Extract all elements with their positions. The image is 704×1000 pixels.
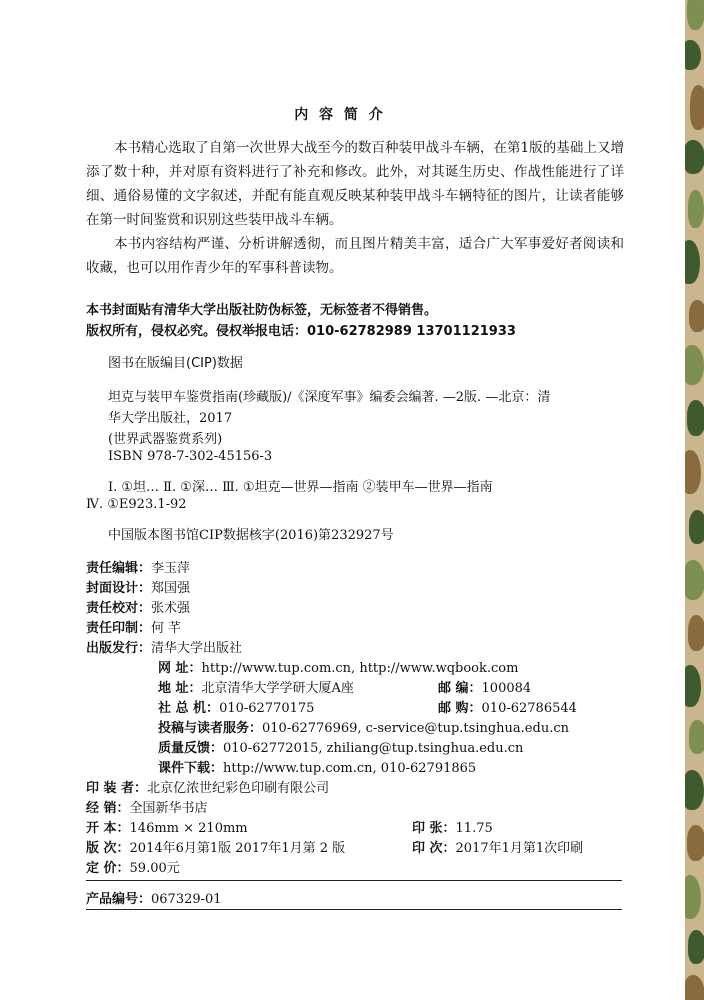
publisher-contribute: 投稿与读者服务：010-62776969, c-service@tup.tsinghua.edu.cn bbox=[158, 721, 569, 736]
cip-series: (世界武器鉴赏系列) bbox=[108, 432, 223, 447]
credit-cover-design: 封面设计：郑国强 bbox=[86, 581, 191, 596]
cip-isbn: ISBN 978-7-302-45156-3 bbox=[108, 449, 273, 464]
publisher-mail-order: 邮 购：010-62786544 bbox=[438, 701, 577, 716]
production-format: 开 本：146mm × 210mm bbox=[86, 821, 248, 836]
cip-heading: 图书在版编目(CIP)数据 bbox=[108, 356, 243, 371]
cip-classification: Ⅳ. ①E923.1-92 bbox=[86, 497, 187, 512]
intro-paragraph-1: 本书精心选取了自第一次世界大战至今的数百种装甲战斗车辆，在第1版的基础上又增添了数十种，并对原有资料进行了补充和修改。此外，对其诞生历史、作战性能进行了详细、通俗易懂的文字叙述，并配有能直观反映某种装甲战斗车辆特征的图片，让读者能够在第一时间鉴赏和识别这些装甲战斗车辆。 bbox=[86, 140, 624, 228]
production-distributor: 经 销：全国新华书店 bbox=[86, 801, 208, 816]
publisher-website: 网 址：http://www.tup.com.cn, http://www.wqbook.com bbox=[158, 661, 519, 676]
anti-counterfeit-notice: 本书封面贴有清华大学出版社防伪标签，无标签者不得销售。 bbox=[86, 303, 438, 318]
credit-proofreader: 责任校对：张术强 bbox=[86, 601, 191, 616]
publisher-switchboard: 社 总 机：010-62770175 bbox=[158, 701, 315, 716]
publisher-postcode: 邮 编：100084 bbox=[438, 681, 532, 696]
cip-subjects: Ⅰ. ①坦… Ⅱ. ①深… Ⅲ. ①坦克—世界—指南 ②装甲车—世界—指南 bbox=[108, 480, 493, 495]
copyright-notice: 版权所有，侵权必究。侵权举报电话：010-62782989 13701121933 bbox=[86, 324, 516, 339]
divider-line bbox=[86, 880, 622, 881]
intro-paragraph-2: 本书内容结构严谨、分析讲解透彻，而且图片精美丰富，适合广大军事爱好者阅读和收藏，也可以用作青少年的军事科普读物。 bbox=[86, 236, 624, 276]
cip-entry-line-2: 华大学出版社，2017 bbox=[108, 411, 233, 426]
production-printing: 印 次：2017年1月第1次印刷 bbox=[412, 841, 584, 856]
product-code: 产品编号：067329-01 bbox=[86, 892, 222, 907]
credit-printing-supervisor: 责任印制：何 芊 bbox=[86, 621, 182, 636]
cip-verification: 中国版本图书馆CIP数据核字(2016)第232927号 bbox=[108, 528, 394, 543]
publisher-address: 地 址：北京清华大学学研大厦A座 bbox=[158, 681, 354, 696]
publisher-feedback: 质量反馈：010-62772015, zhiliang@tup.tsinghua.edu.cn bbox=[158, 741, 524, 756]
publisher-download: 课件下载：http://www.tup.com.cn, 010-62791865 bbox=[158, 761, 477, 776]
camouflage-border bbox=[685, 0, 704, 1000]
intro-text bbox=[86, 136, 624, 280]
credit-editor: 责任编辑：李玉萍 bbox=[86, 561, 191, 576]
credit-publisher: 出版发行：清华大学出版社 bbox=[86, 641, 243, 656]
page-title: 内 容 简 介 bbox=[294, 107, 386, 123]
production-price: 定 价：59.00元 bbox=[86, 861, 180, 876]
production-printer: 印 装 者：北京亿浓世纪彩色印刷有限公司 bbox=[86, 781, 330, 796]
production-edition: 版 次：2014年6月第1版 2017年1月第 2 版 bbox=[86, 841, 346, 856]
cip-entry-line-1: 坦克与装甲车鉴赏指南(珍藏版)/《深度军事》编委会编著. —2版. —北京：清 bbox=[108, 390, 551, 405]
divider-line-bottom bbox=[86, 909, 622, 910]
production-sheets: 印 张：11.75 bbox=[412, 821, 493, 836]
